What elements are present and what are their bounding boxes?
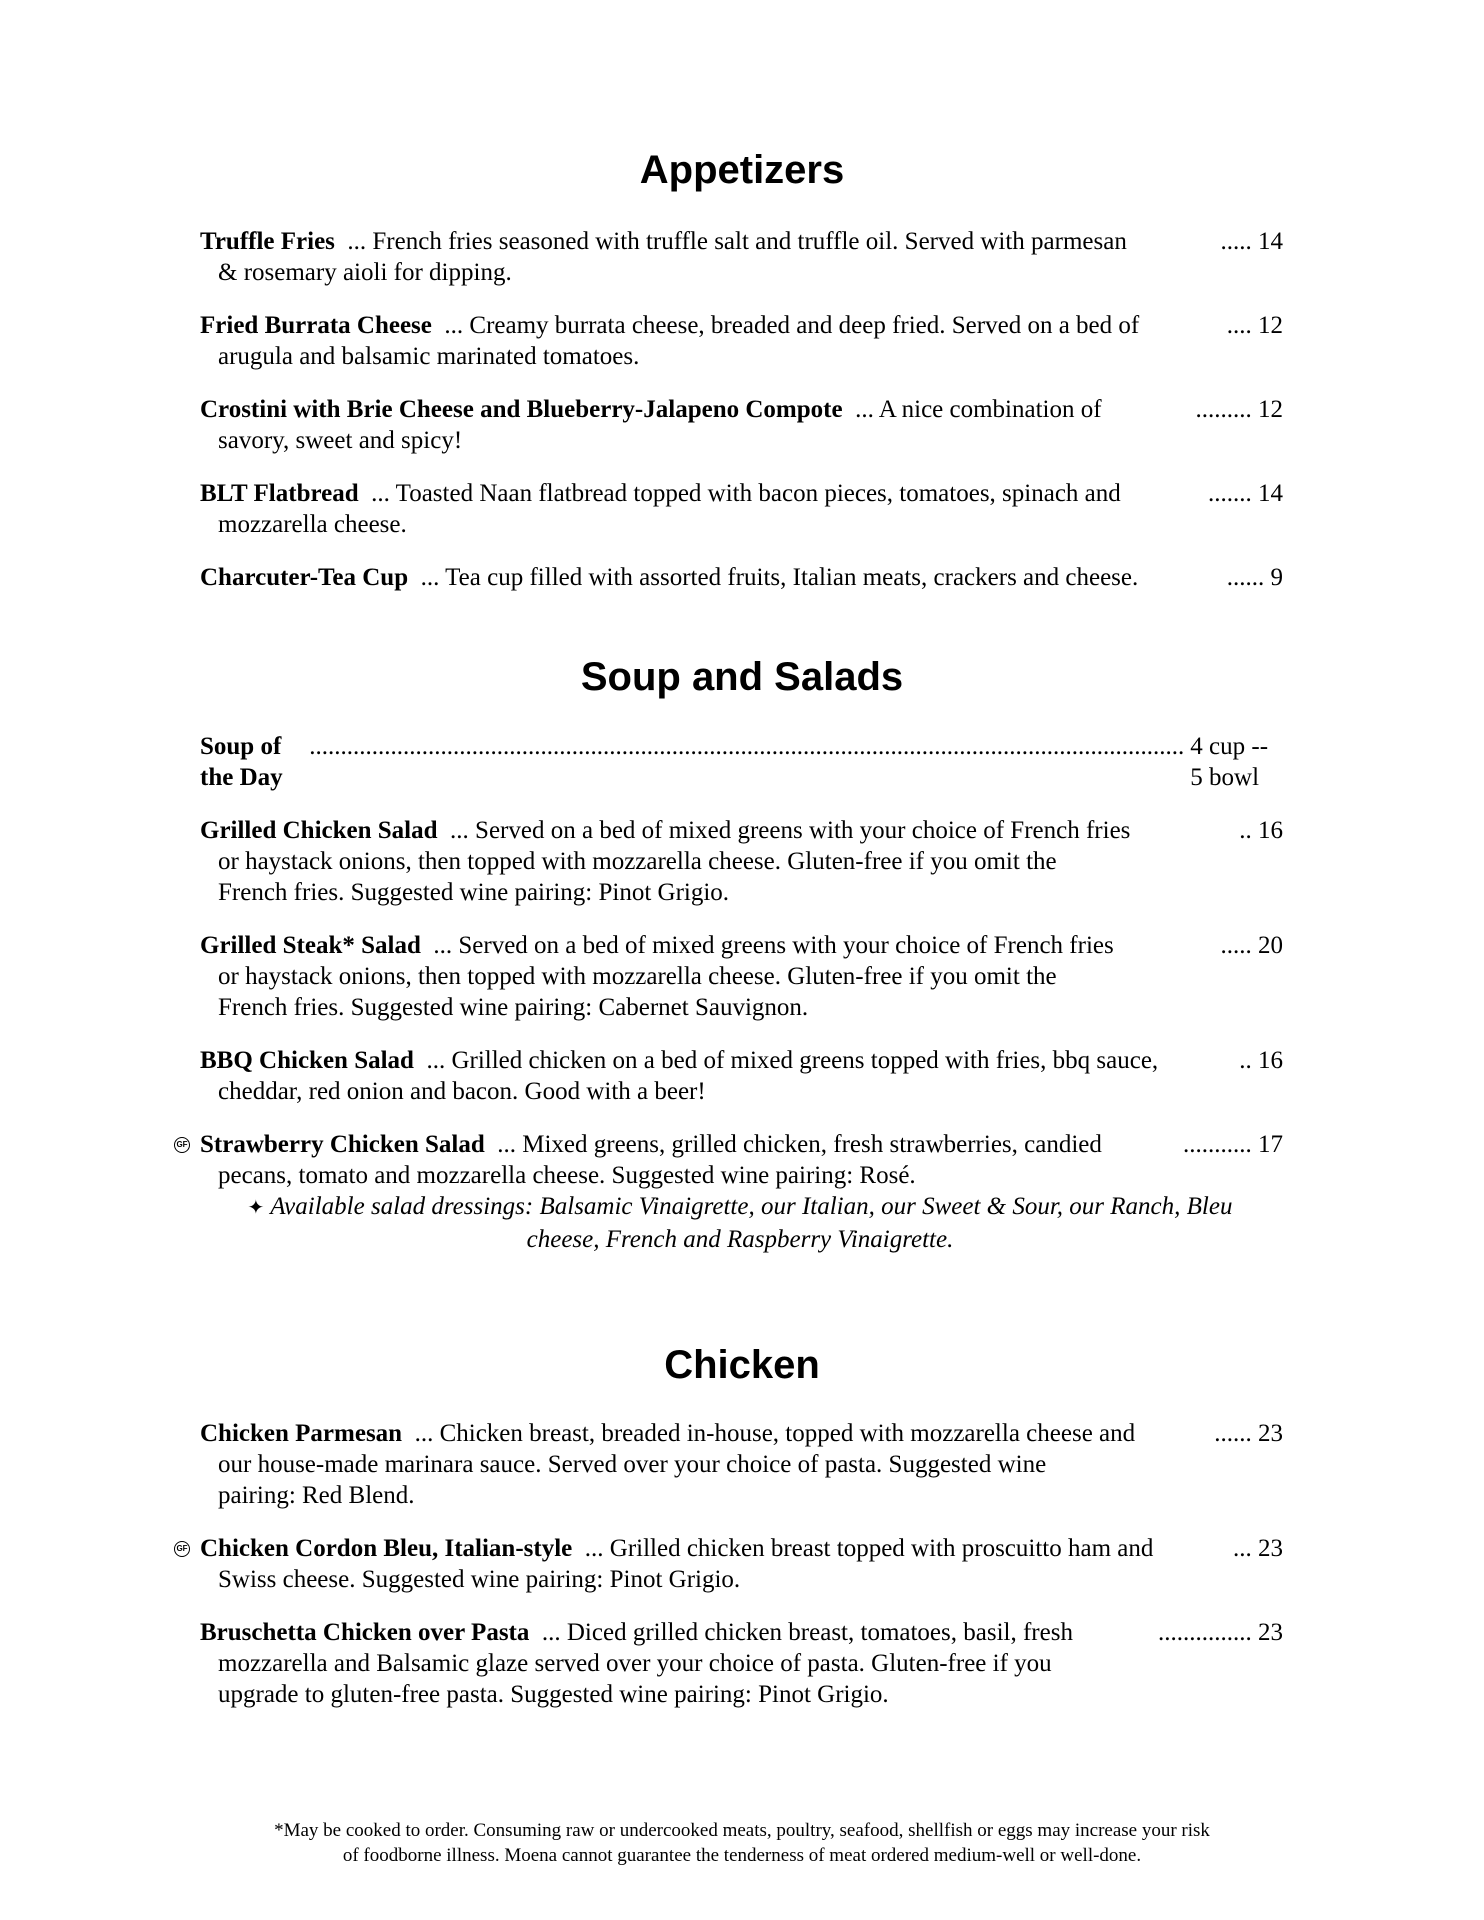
menu-item xyxy=(200,1418,1283,1511)
soup-salads-heading: Soup and Salads xyxy=(580,655,904,699)
item-description: ... Creamy burrata cheese, breaded and deep fried. Served on a bed of xyxy=(444,312,1140,339)
item-name: Truffle Fries xyxy=(200,228,335,255)
footnote xyxy=(150,1818,1334,1868)
item-name: BLT Flatbread xyxy=(200,480,359,507)
item-description-continued: cheddar, red onion and bacon. Good with a beer! xyxy=(218,1078,706,1105)
item-name: Strawberry Chicken Salad xyxy=(200,1131,485,1158)
item-description-continued: & rosemary aioli for dipping. xyxy=(218,259,512,286)
item-description: ... Mixed greens, grilled chicken, fresh strawberries, candied xyxy=(497,1131,1102,1158)
chicken-list xyxy=(176,1418,1283,1732)
footnote-line-2: of foodborne illness. Moena cannot guarantee the tenderness of meat ordered medium-well or well-done. xyxy=(342,1845,1142,1866)
item-description: ... Grilled chicken on a bed of mixed greens topped with fries, bbq sauce, xyxy=(426,1047,1159,1074)
item-price: ... 23 xyxy=(1233,1535,1283,1562)
menu-item xyxy=(200,478,1283,540)
item-description: ... French fries seasoned with truffle salt and truffle oil. Served with parmesan xyxy=(347,228,1127,255)
item-price: .. 16 xyxy=(1239,1047,1283,1074)
star-icon: ✦ xyxy=(247,1197,265,1219)
item-price: 4 cup -- 5 bowl xyxy=(1190,733,1269,791)
menu-item xyxy=(200,1617,1283,1710)
item-price: ..... 14 xyxy=(1220,228,1283,255)
item-description-continued: French fries. Suggested wine pairing: Cabernet Sauvignon. xyxy=(218,994,809,1021)
item-name: Chicken Cordon Bleu, Italian-style xyxy=(200,1535,573,1562)
item-description-continued: or haystack onions, then topped with mozzarella cheese. Gluten-free if you omit the xyxy=(218,848,1057,875)
chicken-heading: Chicken xyxy=(664,1343,820,1387)
appetizers-list xyxy=(200,226,1283,615)
item-price: ..... 20 xyxy=(1220,932,1283,959)
menu-item xyxy=(200,1045,1283,1107)
appetizers-heading: Appetizers xyxy=(639,148,845,192)
menu-item xyxy=(200,394,1283,456)
item-description: ... Chicken breast, breaded in-house, topped with mozzarella cheese and xyxy=(414,1420,1136,1447)
item-description: ... Served on a bed of mixed greens with your choice of French fries xyxy=(450,817,1131,844)
gluten-free-icon: GF xyxy=(174,1541,190,1557)
item-description: ... Served on a bed of mixed greens with your choice of French fries xyxy=(433,932,1114,959)
item-name: Bruschetta Chicken over Pasta xyxy=(200,1619,530,1646)
menu-item xyxy=(200,310,1283,372)
menu-item xyxy=(200,815,1283,908)
item-name: Grilled Steak* Salad xyxy=(200,932,421,959)
menu-item xyxy=(176,1129,1283,1191)
item-description-continued: mozzarella and Balsamic glaze served over your choice of pasta. Gluten-free if you xyxy=(218,1650,1052,1677)
menu-item xyxy=(200,562,1283,593)
gluten-free-icon: GF xyxy=(174,1137,190,1153)
item-description: ... A nice combination of xyxy=(855,396,1102,423)
item-name: Chicken Parmesan xyxy=(200,1420,403,1447)
dressings-line-2: cheese, French and Raspberry Vinaigrette. xyxy=(526,1226,954,1253)
item-name: BBQ Chicken Salad xyxy=(200,1047,414,1074)
item-name: Crostini with Brie Cheese and Blueberry-Jalapeno Compote xyxy=(200,396,843,423)
item-description: ... Grilled chicken breast topped with proscuitto ham and xyxy=(584,1535,1154,1562)
menu-item xyxy=(176,1533,1283,1595)
footnote-line-1: *May be cooked to order. Consuming raw or undercooked meats, poultry, seafood, shellfish or eggs may increase your risk xyxy=(274,1820,1210,1841)
item-description-continued: Swiss cheese. Suggested wine pairing: Pinot Grigio. xyxy=(218,1566,741,1593)
item-description-continued: pecans, tomato and mozzarella cheese. Suggested wine pairing: Rosé. xyxy=(218,1162,916,1189)
item-name: Soup of the Day xyxy=(200,733,283,791)
soup-salads-list xyxy=(176,731,1283,1213)
soup-of-day-item xyxy=(200,731,1283,793)
item-description-continued: our house-made marinara sauce. Served over your choice of pasta. Suggested wine xyxy=(218,1451,1047,1478)
dressings-line-1: Available salad dressings: Balsamic Vinaigrette, our Italian, our Sweet & Sour, our Ranch, Bleu xyxy=(270,1193,1233,1220)
item-price: ........... 17 xyxy=(1183,1131,1283,1158)
item-description-continued: pairing: Red Blend. xyxy=(218,1482,415,1509)
item-name: Grilled Chicken Salad xyxy=(200,817,438,844)
item-price: .... 12 xyxy=(1226,312,1283,339)
menu-item xyxy=(200,930,1283,1023)
item-description: ... Diced grilled chicken breast, tomatoes, basil, fresh xyxy=(541,1619,1073,1646)
item-description-continued: arugula and balsamic marinated tomatoes. xyxy=(218,343,640,370)
leader-dots: ............................................................................................................................................ xyxy=(309,733,1185,760)
item-name: Fried Burrata Cheese xyxy=(200,312,432,339)
item-description-continued: or haystack onions, then topped with mozzarella cheese. Gluten-free if you omit the xyxy=(218,963,1057,990)
salad-dressings-note xyxy=(195,1191,1285,1255)
item-description-continued: savory, sweet and spicy! xyxy=(218,427,463,454)
item-price: ............... 23 xyxy=(1158,1619,1283,1646)
item-description-continued: mozzarella cheese. xyxy=(218,511,407,538)
menu-item xyxy=(200,226,1283,288)
item-description-continued: upgrade to gluten-free pasta. Suggested wine pairing: Pinot Grigio. xyxy=(218,1681,889,1708)
item-price: ......... 12 xyxy=(1195,396,1283,423)
item-description-continued: French fries. Suggested wine pairing: Pinot Grigio. xyxy=(218,879,730,906)
item-name: Charcuter-Tea Cup xyxy=(200,564,409,591)
item-description: ... Toasted Naan flatbread topped with bacon pieces, tomatoes, spinach and xyxy=(371,480,1121,507)
item-description: ... Tea cup filled with assorted fruits, Italian meats, crackers and cheese. xyxy=(420,564,1139,591)
item-price: ...... 9 xyxy=(1226,564,1283,591)
item-price: ....... 14 xyxy=(1208,480,1283,507)
item-price: ...... 23 xyxy=(1214,1420,1283,1447)
item-price: .. 16 xyxy=(1239,817,1283,844)
